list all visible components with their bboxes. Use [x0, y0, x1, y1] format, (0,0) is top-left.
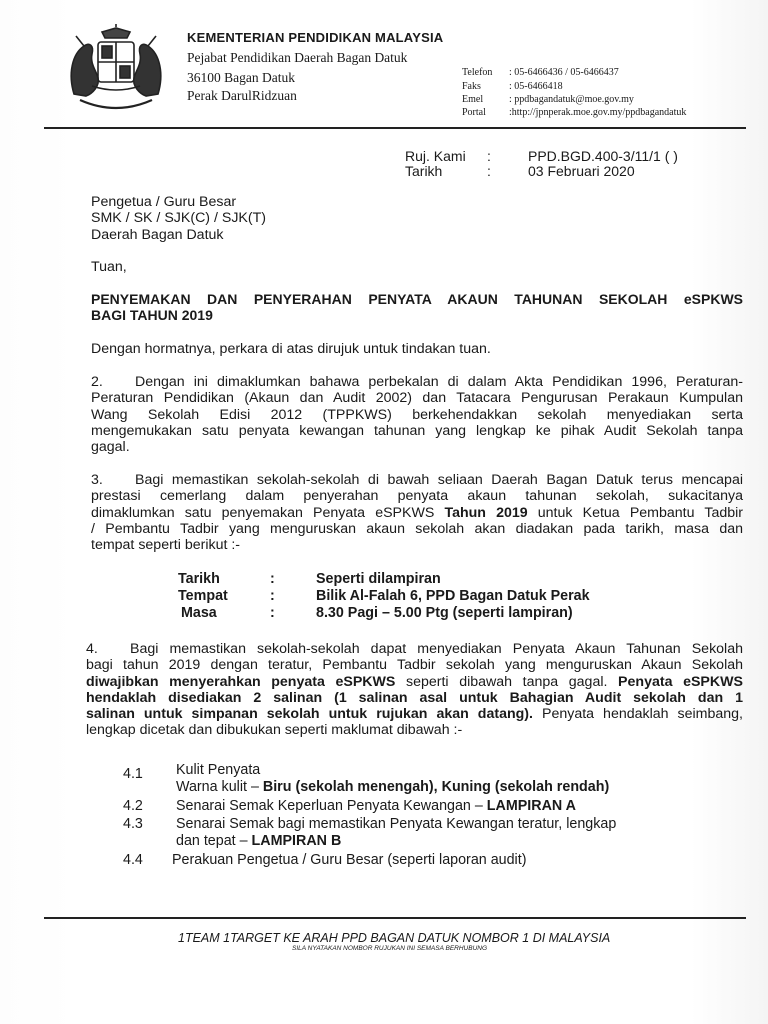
paragraph-number: 2. [91, 374, 103, 390]
text-run-bold: LAMPIRAN A [486, 798, 576, 814]
schedule-label: Tarikh [178, 571, 220, 587]
office-postcode-town: 36100 Bagan Datuk [187, 70, 295, 85]
date-separator: : [487, 163, 491, 179]
paragraph-line: Bagi memastikan sekolah-sekolah dapat menyediakan Penyata Akaun Tahunan Sekolah [130, 641, 743, 657]
text-run-bold: salinan untuk simpanan sekolah untuk rujukan akan datang). [86, 706, 533, 723]
paragraph-line: / Pembantu Tadbir yang menguruskan akaun sekolah akan diadakan pada tarikh, masa dan [91, 520, 743, 537]
paragraph-number: 4. [86, 641, 98, 657]
item-text [176, 833, 341, 849]
contact-portal: :http://jpnperak.moe.gov.my/ppdbagandatuk [509, 107, 687, 118]
footer-note: SILA NYATAKAN NOMBOR RUJUKAN INI SEMASA BERHUBUNG [292, 945, 488, 952]
paragraph-line: prestasi cemerlang dalam penyerahan penyata akaun tahunan sekolah, sukacitanya [91, 488, 743, 505]
paragraph-line: bagi tahun 2019 dengan teratur, Pembantu Tadbir sekolah yang menguruskan Akaun Sekolah [86, 657, 743, 674]
text-run: dimaklumkan satu penyemakan Penyata eSPKWS [91, 504, 445, 521]
contact-email: : ppdbagandatuk@moe.gov.my [509, 94, 634, 105]
text-run: Warna kulit – [176, 779, 263, 795]
text-run-bold: diwajibkan menyerahkan penyata eSPKWS [86, 673, 396, 690]
paragraph-line: Peraturan Pendidikan (Akaun dan Audit 2002) dan Tatacara Pengurusan Perakaun Kumpulan [91, 390, 743, 407]
paragraph-4 [86, 641, 743, 739]
schedule-value: Bilik Al-Falah 6, PPD Bagan Datuk Perak [316, 588, 590, 604]
item-text: Kulit Penyata [176, 762, 261, 778]
paragraph-line: gagal. [91, 439, 130, 456]
header-divider [44, 127, 746, 129]
contact-fax: : 05-6466418 [509, 81, 563, 92]
recipient-line: Daerah Bagan Datuk [91, 227, 224, 243]
paragraph-line: Wang Sekolah Edisi 2012 (TPPKWS) berkehendakkan sekolah menyediakan serta [91, 406, 743, 423]
item-text [176, 798, 576, 814]
date-label: Tarikh [405, 163, 443, 179]
ref-number: PPD.BGD.400-3/11/1 ( ) [528, 148, 678, 164]
text-run: Penyata hendaklah seimbang, [532, 706, 743, 723]
paragraph-3 [91, 472, 743, 553]
schedule-separator: : [270, 571, 275, 587]
text-run-bold: Tahun 2019 [444, 504, 528, 521]
paragraph-line: Dengan ini dimaklumkan bahawa perbekalan di dalam Akta Pendidikan 1996, Peraturan- [135, 374, 743, 390]
subject-line: BAGI TAHUN 2019 [91, 307, 213, 323]
ref-label: Ruj. Kami [405, 148, 466, 164]
paragraph-line [86, 706, 743, 722]
item-number: 4.2 [123, 798, 143, 814]
recipient-line: Pengetua / Guru Besar [91, 194, 237, 210]
contact-label: Faks [462, 81, 481, 92]
text-run-bold: LAMPIRAN B [251, 833, 342, 849]
paragraph-line: lengkap dicetak dan dibukukan seperti maklumat dibawah :- [86, 722, 463, 739]
item-number: 4.4 [123, 852, 143, 868]
letter-date: 03 Februari 2020 [528, 163, 635, 179]
schedule-label: Tempat [178, 588, 228, 604]
contact-label: Emel [462, 94, 484, 105]
paragraph-line: mengemukakan satu penyata kewangan tahunan yang lengkap ke pihak Audit Sekolah tanpa [91, 422, 743, 439]
ministry-name: KEMENTERIAN PENDIDIKAN MALAYSIA [187, 30, 444, 45]
paragraph-line: Bagi memastikan sekolah-sekolah di bawah seliaan Daerah Bagan Datuk terus mencapai [135, 472, 743, 488]
contact-label: Telefon [462, 67, 493, 78]
schedule-separator: : [270, 588, 275, 604]
paragraph-line: tempat seperti berikut :- [91, 537, 241, 554]
item-text: Senarai Semak bagi memastikan Penyata Kewangan teratur, lengkap [176, 816, 617, 832]
office-name: Pejabat Pendidikan Daerah Bagan Datuk [187, 50, 408, 65]
footer-motto: 1TEAM 1TARGET KE ARAH PPD BAGAN DATUK NOMBOR 1 DI MALAYSIA [178, 931, 611, 945]
text-run-bold: Penyata eSPKWS [618, 673, 743, 690]
paragraph-number: 3. [91, 472, 103, 488]
text-run: seperti dibawah tanpa gagal. [395, 673, 619, 690]
paragraph-2 [91, 374, 743, 455]
text-run: Senarai Semak Keperluan Penyata Kewangan – [176, 798, 487, 814]
contact-phone: : 05-6466436 / 05-6466437 [509, 67, 619, 78]
schedule-value: 8.30 Pagi – 5.00 Ptg (seperti lampiran) [316, 605, 573, 621]
contact-label: Portal [462, 107, 486, 118]
footer-divider [44, 917, 746, 919]
text-run: dan tepat – [176, 833, 252, 849]
schedule-label: Masa [181, 605, 217, 621]
recipient-line: SMK / SK / SJK(C) / SJK(T) [91, 210, 266, 226]
item-number: 4.1 [123, 766, 143, 782]
item-number: 4.3 [123, 816, 143, 832]
paragraph-line [91, 505, 743, 521]
salutation: Tuan, [91, 259, 127, 275]
schedule-separator: : [270, 605, 275, 621]
paragraph-line [86, 674, 743, 690]
subject-line: PENYEMAKAN DAN PENYERAHAN PENYATA AKAUN TAHUNAN SEKOLAH eSPKWS [91, 291, 743, 307]
coat-of-arms-logo [62, 24, 170, 116]
item-text [176, 779, 609, 795]
paragraph-line: hendaklah disediakan 2 salinan (1 salinan asal untuk Bahagian Audit sekolah dan 1 [86, 689, 743, 706]
text-run-bold: Biru (sekolah menengah), Kuning (sekolah rendah) [262, 779, 610, 795]
item-text: Perakuan Pengetua / Guru Besar (seperti laporan audit) [172, 852, 527, 868]
ref-separator: : [487, 148, 491, 164]
text-run: untuk Ketua Pembantu Tadbir [527, 504, 743, 521]
opening-sentence: Dengan hormatnya, perkara di atas dirujuk untuk tindakan tuan. [91, 341, 491, 357]
office-state: Perak DarulRidzuan [187, 88, 297, 103]
schedule-value: Seperti dilampiran [316, 571, 441, 587]
